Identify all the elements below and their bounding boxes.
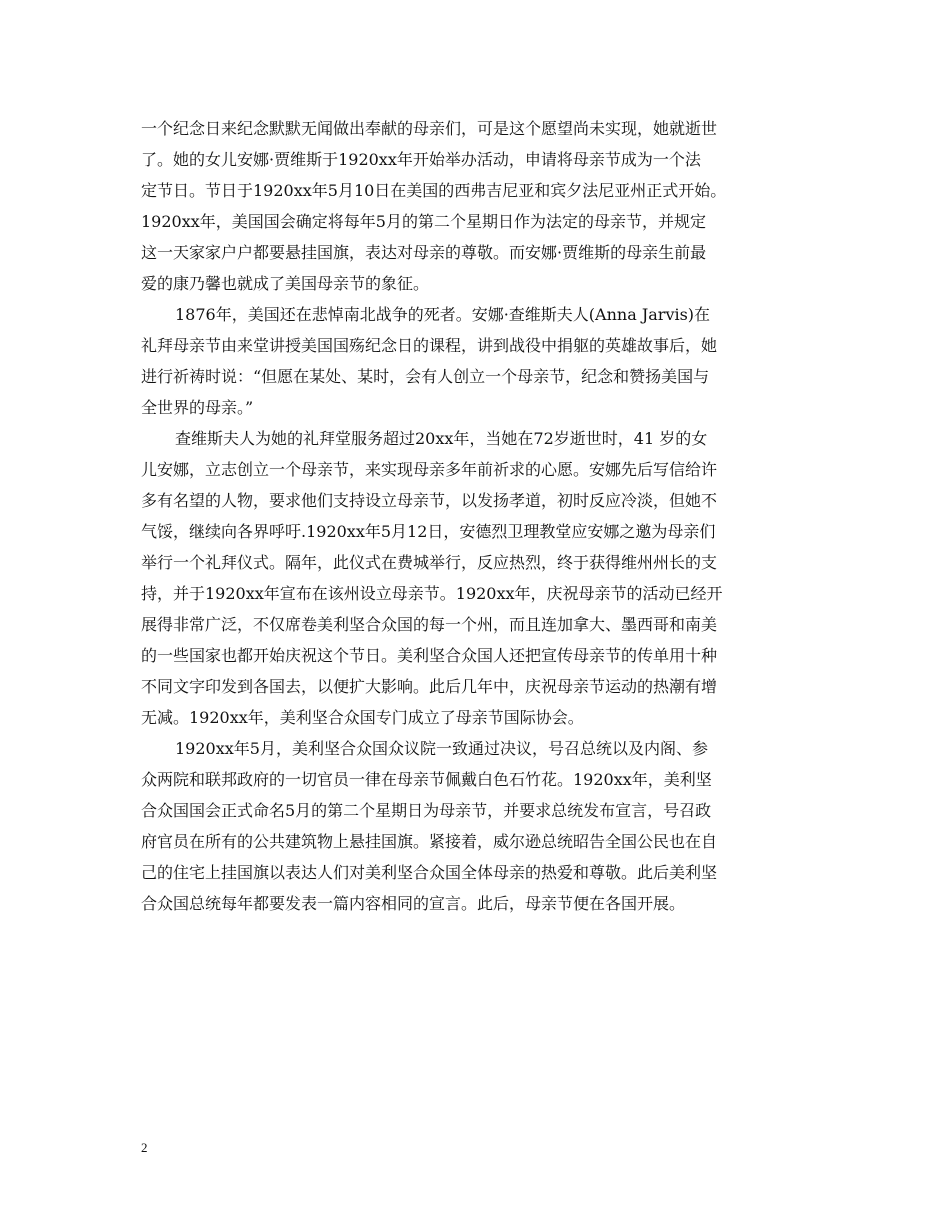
text-line: 1920xx年5月，美利坚合众国众议院一致通过决议，号召总统以及内阁、参 bbox=[175, 739, 708, 758]
text-line: 儿安娜，立志创立一个母亲节，来实现母亲多年前祈求的心愿。安娜先后写信给许 bbox=[141, 460, 718, 479]
text-line: 1920xx年，美国国会确定将每年5月的第二个星期日作为法定的母亲节，并规定 bbox=[141, 212, 706, 231]
paragraph-4 bbox=[141, 733, 821, 919]
paragraph-3 bbox=[141, 423, 821, 733]
paragraph-1 bbox=[141, 113, 821, 299]
text-line: 持，并于1920xx年宣布在该州设立母亲节。1920xx年，庆祝母亲节的活动已经开 bbox=[141, 584, 723, 603]
text-line: 这一天家家户户都要悬挂国旗，表达对母亲的尊敬。而安娜·贾维斯的母亲生前最 bbox=[141, 243, 707, 262]
text-line: 查维斯夫人为她的礼拜堂服务超过20xx年，当她在72岁逝世时，41 岁的女 bbox=[175, 429, 708, 448]
text-line: 展得非常广泛，不仅席卷美利坚合众国的每一个州，而且连加拿大、墨西哥和南美 bbox=[141, 615, 718, 634]
text-line: 气馁，继续向各界呼吁.1920xx年5月12日，安德烈卫理教堂应安娜之邀为母亲们 bbox=[141, 522, 716, 541]
text-line: 多有名望的人物，要求他们支持设立母亲节，以发扬孝道，初时反应冷淡，但她不 bbox=[141, 491, 718, 510]
text-line: 众两院和联邦政府的一切官员一律在母亲节佩戴白色石竹花。1920xx年，美利坚 bbox=[141, 770, 712, 789]
text-line: 的一些国家也都开始庆祝这个节日。美利坚合众国人还把宣传母亲节的传单用十种 bbox=[141, 646, 718, 665]
text-line: 府官员在所有的公共建筑物上悬挂国旗。紧接着，威尔逊总统昭告全国公民也在自 bbox=[141, 832, 718, 851]
text-line: 进行祈祷时说：“但愿在某处、某时，会有人创立一个母亲节，纪念和赞扬美国与 bbox=[141, 367, 710, 386]
text-line: 了。她的女儿安娜·贾维斯于1920xx年开始举办活动，申请将母亲节成为一个法 bbox=[141, 150, 701, 169]
text-line: 1876年，美国还在悲悼南北战争的死者。安娜·查维斯夫人(Anna Jarvis)在 bbox=[175, 305, 711, 324]
text-line: 一个纪念日来纪念默默无闻做出奉献的母亲们，可是这个愿望尚未实现，她就逝世 bbox=[141, 119, 718, 138]
text-line: 举行一个礼拜仪式。隔年，此仪式在费城举行，反应热烈，终于获得维州州长的支 bbox=[141, 553, 718, 572]
text-line: 合众国国会正式命名5月的第二个星期日为母亲节，并要求总统发布宣言，号召政 bbox=[141, 801, 712, 820]
body-text bbox=[141, 113, 821, 919]
page-number: 2 bbox=[141, 1140, 148, 1155]
text-line: 无减。1920xx年，美利坚合众国专门成立了母亲节国际协会。 bbox=[141, 708, 584, 727]
text-line: 己的住宅上挂国旗以表达人们对美利坚合众国全体母亲的热爱和尊敬。此后美利坚 bbox=[141, 863, 718, 882]
text-line: 定节日。节日于1920xx年5月10日在美国的西弗吉尼亚和宾夕法尼亚州正式开始。 bbox=[141, 181, 727, 200]
text-line: 爱的康乃馨也就成了美国母亲节的象征。 bbox=[141, 274, 430, 293]
text-line: 合众国总统每年都要发表一篇内容相同的宣言。此后，母亲节便在各国开展。 bbox=[141, 894, 686, 913]
text-line: 不同文字印发到各国去，以便扩大影响。此后几年中，庆祝母亲节运动的热潮有增 bbox=[141, 677, 718, 696]
paragraph-2 bbox=[141, 299, 821, 423]
text-line: 礼拜母亲节由来堂讲授美国国殇纪念日的课程，讲到战役中捐躯的英雄故事后，她 bbox=[141, 336, 718, 355]
text-line: 全世界的母亲。” bbox=[141, 398, 254, 417]
